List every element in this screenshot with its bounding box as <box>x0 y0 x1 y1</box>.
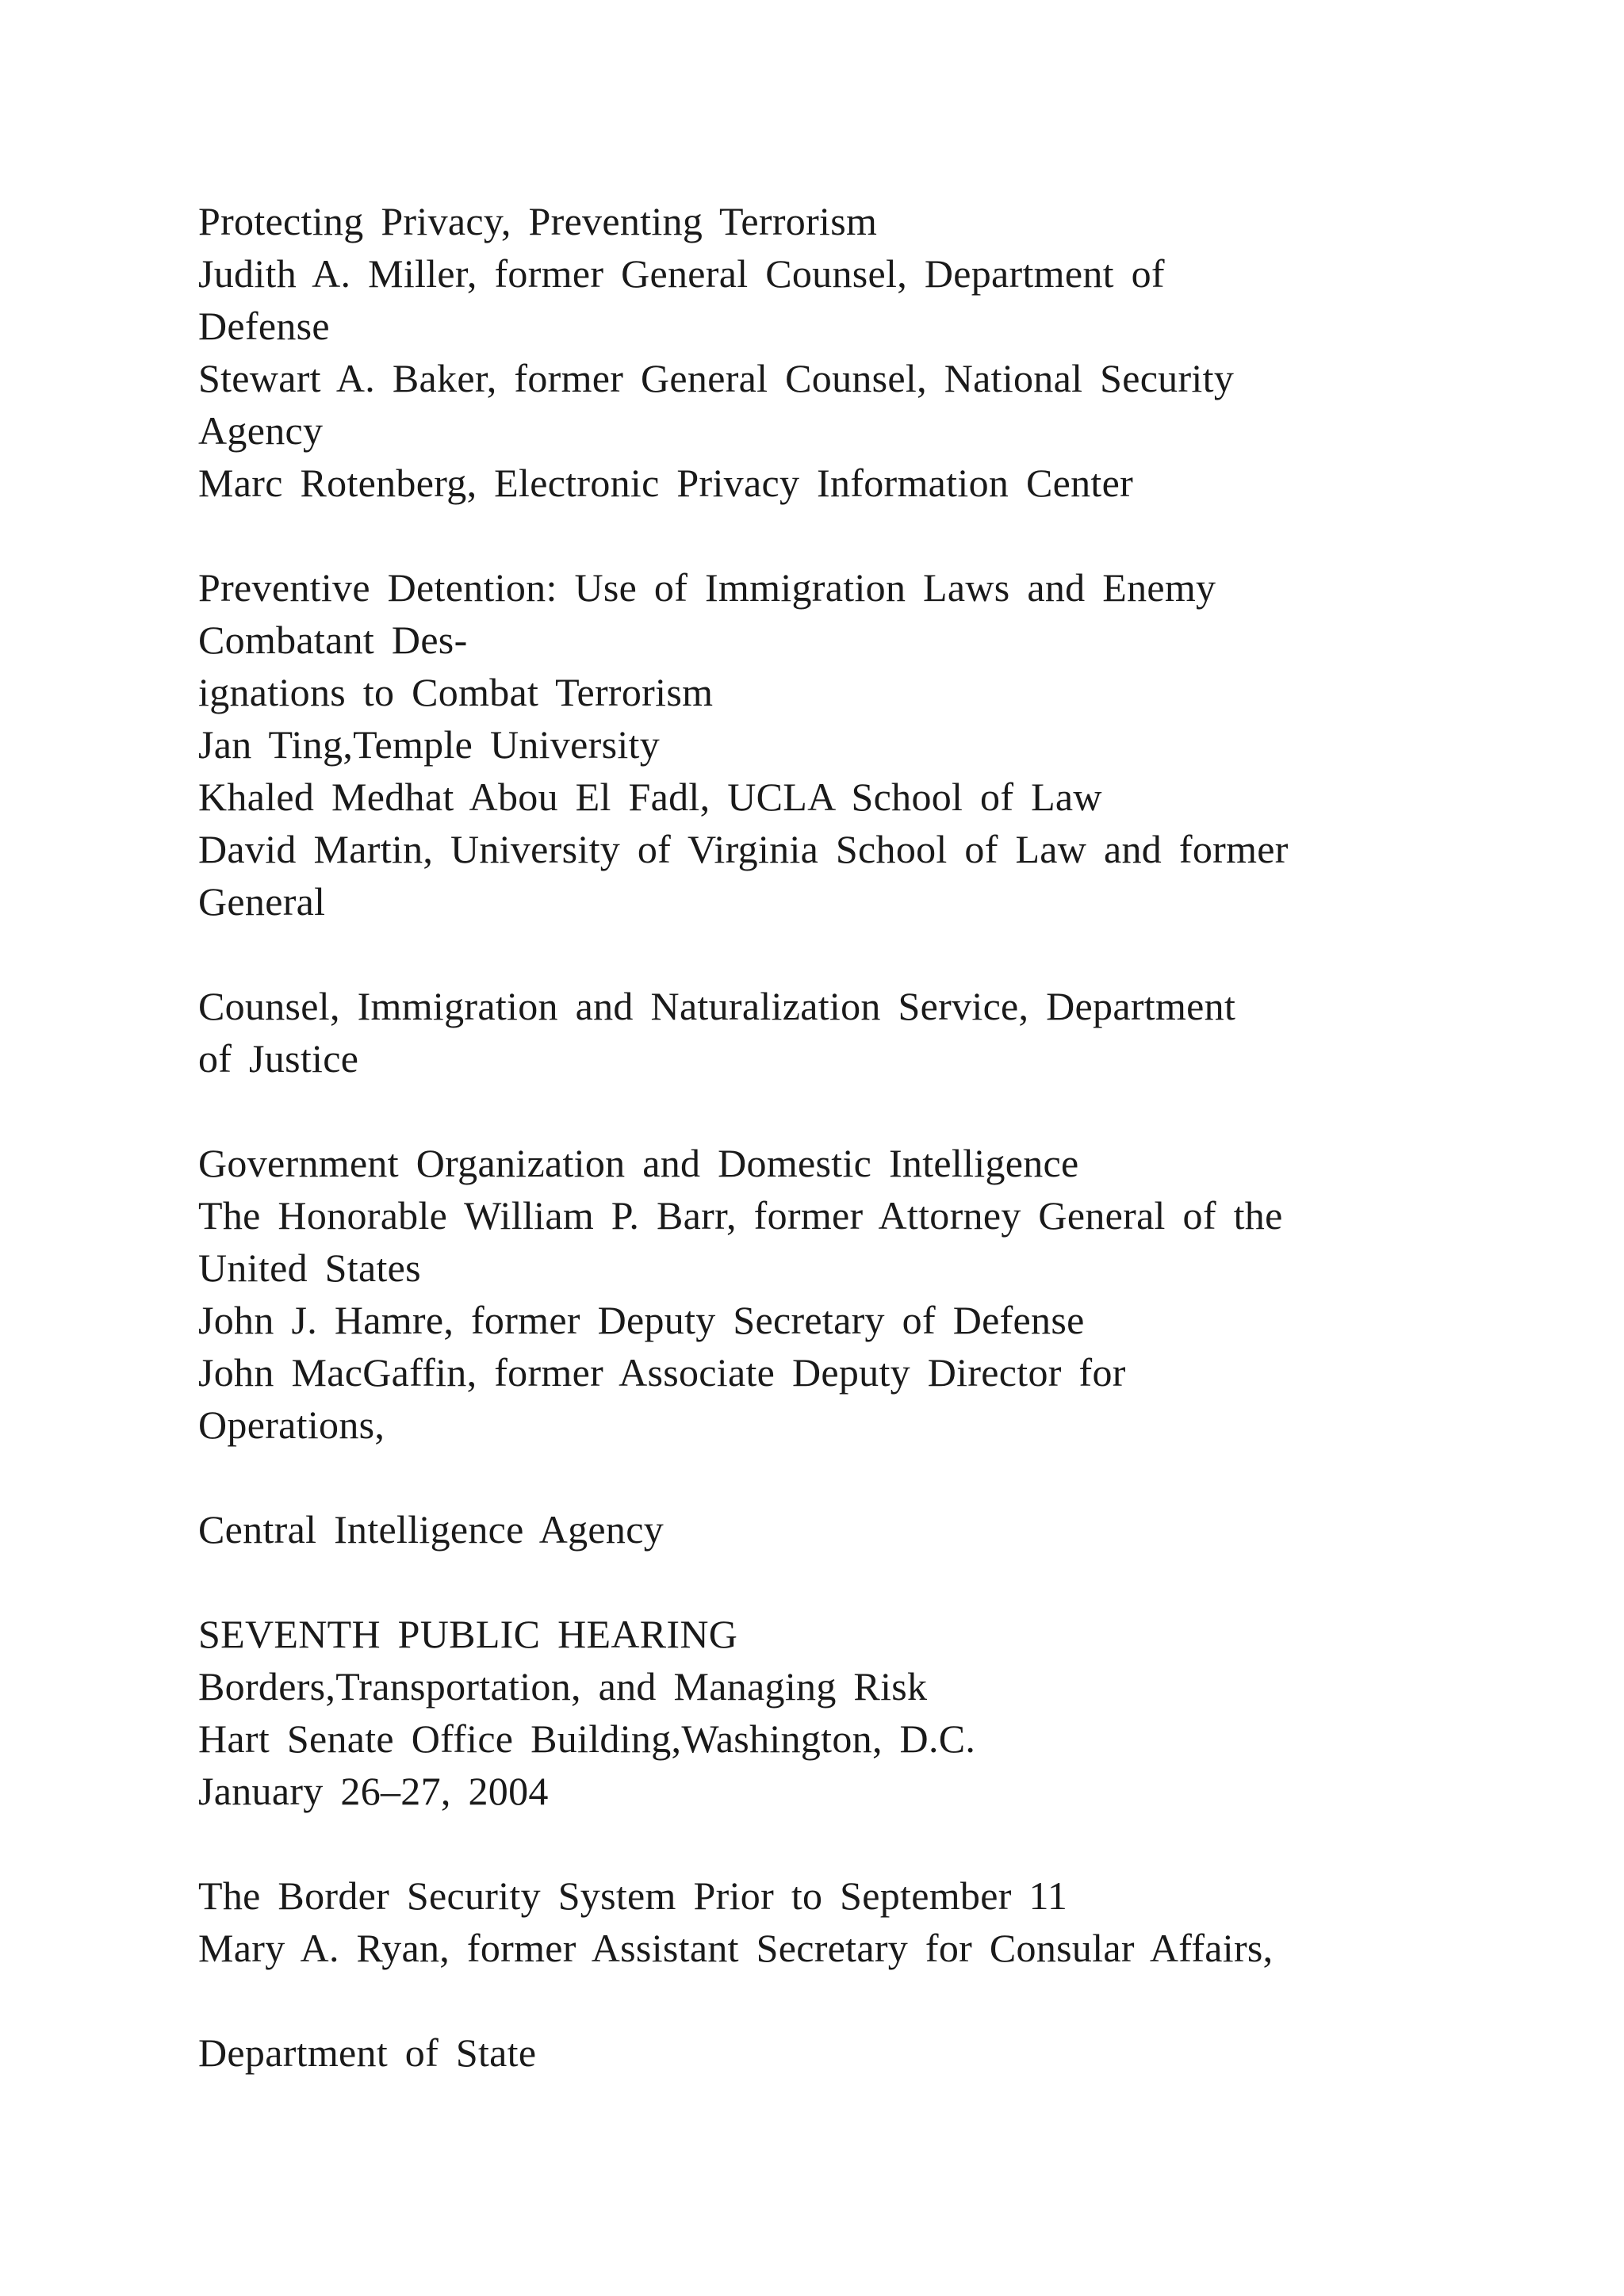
blank-line <box>198 1974 1483 2026</box>
hearing-subtitle: Borders,Transportation, and Managing Risk <box>198 1664 928 1709</box>
speaker-line: Department of State <box>198 2030 537 2075</box>
section-heading: Government Organization and Domestic Intelligence <box>198 1141 1079 1185</box>
hearing-location: Hart Senate Office Building,Washington, D.C. <box>198 1716 976 1761</box>
speaker-line: of Justice <box>198 1036 359 1081</box>
blank-line <box>198 1451 1483 1503</box>
blank-line <box>198 1085 1483 1137</box>
blank-line <box>198 509 1483 561</box>
speaker-line: Central Intelligence Agency <box>198 1507 664 1552</box>
speaker-line: Mary A. Ryan, former Assistant Secretary for Consular Affairs, <box>198 1926 1274 1970</box>
speaker-line: United States <box>198 1246 421 1290</box>
speaker-line: Jan Ting,Temple University <box>198 722 661 767</box>
section-heading: The Border Security System Prior to September 11 <box>198 1873 1068 1918</box>
speaker-line: Agency <box>198 408 324 453</box>
document-page <box>198 195 1483 2079</box>
speaker-line: Khaled Medhat Abou El Fadl, UCLA School of Law <box>198 775 1102 819</box>
speaker-line: Counsel, Immigration and Naturalization Service, Department <box>198 984 1236 1028</box>
speaker-line: General <box>198 879 326 924</box>
speaker-line: Marc Rotenberg, Electronic Privacy Information Center <box>198 461 1134 505</box>
speaker-line: Judith A. Miller, former General Counsel, Department of <box>198 251 1165 296</box>
section-heading: Protecting Privacy, Preventing Terrorism <box>198 199 878 243</box>
hearing-date: January 26–27, 2004 <box>198 1769 549 1813</box>
blank-line <box>198 1556 1483 1608</box>
blank-line <box>198 1817 1483 1869</box>
hearing-title: SEVENTH PUBLIC HEARING <box>198 1612 738 1656</box>
section-heading: Preventive Detention: Use of Immigration Laws and Enemy <box>198 565 1216 610</box>
section-heading: ignations to Combat Terrorism <box>198 670 714 714</box>
speaker-line: Operations, <box>198 1402 385 1447</box>
speaker-line: John J. Hamre, former Deputy Secretary of Defense <box>198 1298 1085 1342</box>
speaker-line: John MacGaffin, former Associate Deputy Director for <box>198 1350 1126 1395</box>
section-heading: Combatant Des- <box>198 618 468 662</box>
blank-line <box>198 928 1483 980</box>
speaker-line: Stewart A. Baker, former General Counsel, National Security <box>198 356 1235 400</box>
speaker-line: Defense <box>198 304 330 348</box>
speaker-line: David Martin, University of Virginia School of Law and former <box>198 827 1289 871</box>
speaker-line: The Honorable William P. Barr, former Attorney General of the <box>198 1193 1283 1238</box>
